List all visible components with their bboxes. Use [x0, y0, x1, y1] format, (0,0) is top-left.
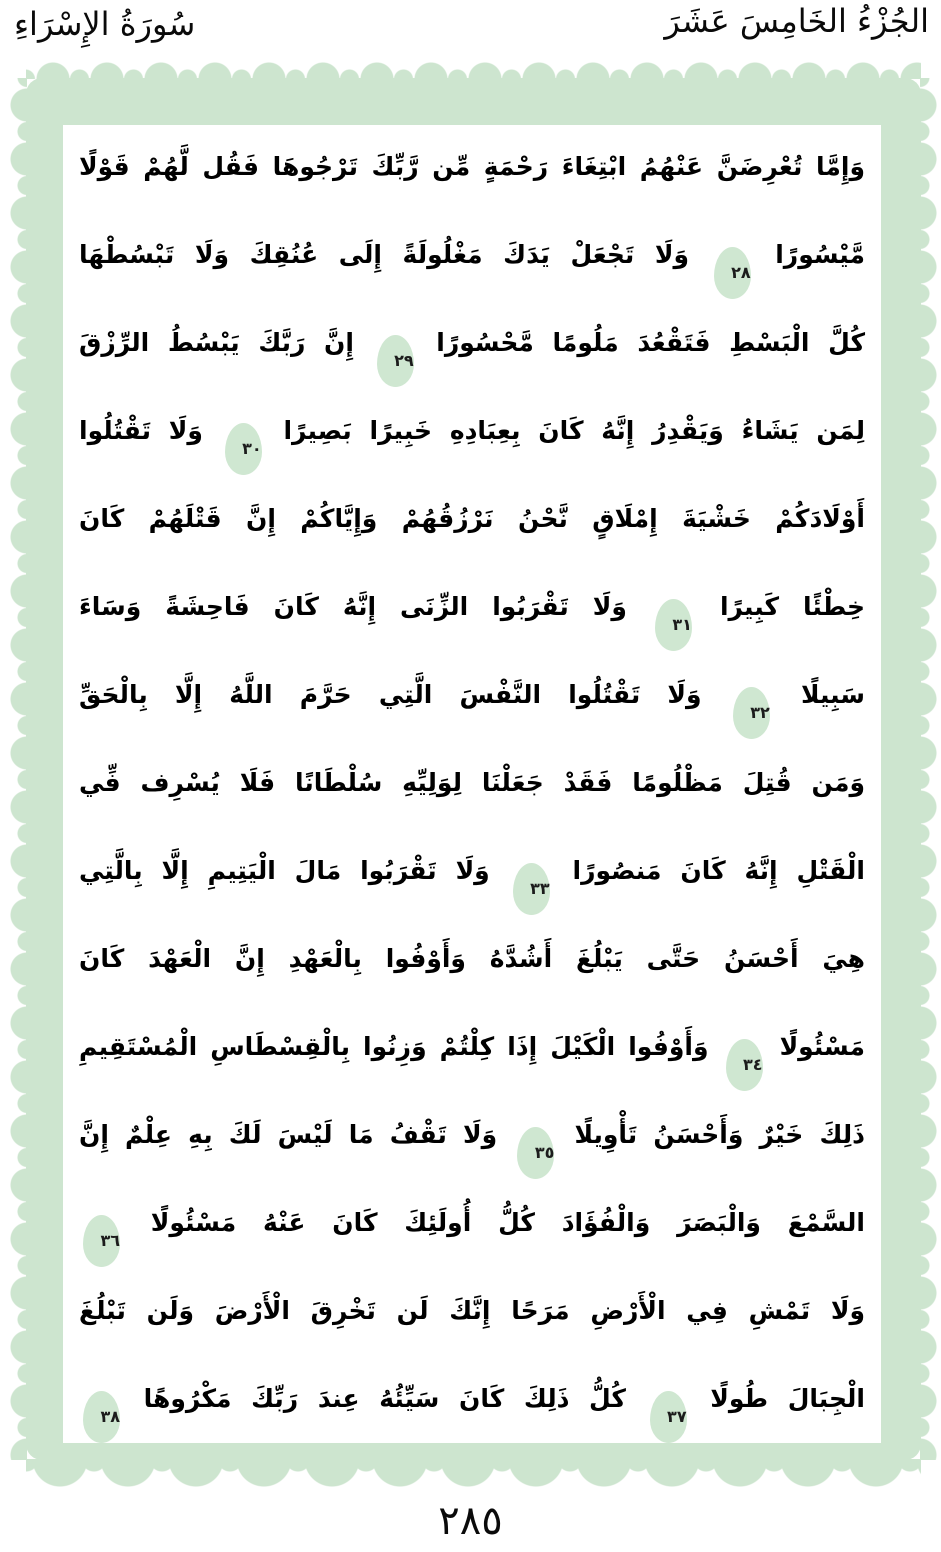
quran-line [79, 915, 865, 1003]
quran-line [79, 651, 865, 739]
quran-text-segment: الْقَتْلِ إِنَّهُ كَانَ مَنصُورًا [572, 856, 865, 885]
verse-number-marker: ٣٧ [650, 1391, 687, 1443]
verse-number-marker: ٣٠ [225, 423, 262, 475]
verse-number-marker: ٣٢ [733, 687, 770, 739]
page-number: ٢٨٥ [438, 1498, 503, 1544]
quran-text-segment: وَلَا تَمْشِ فِي الْأَرْضِ مَرَحًا إِنَّكَ لَن تَخْرِقَ الْأَرْضَ وَلَن تَبْلُغَ [79, 1296, 865, 1325]
quran-line [79, 827, 865, 915]
quran-line [79, 563, 865, 651]
quran-text-segment: وَلَا تَجْعَلْ يَدَكَ مَغْلُولَةً إِلَى عُنُقِكَ وَلَا تَبْسُطْهَا [79, 240, 690, 269]
verse-number-marker: ٣٤ [726, 1039, 763, 1091]
quran-line [79, 1355, 865, 1443]
verse-number-marker: ٢٨ [714, 247, 751, 299]
verse-number-marker: ٣١ [655, 599, 692, 651]
quran-line [79, 299, 865, 387]
quran-text-segment: وَلَا تَقْرَبُوا مَالَ الْيَتِيمِ إِلَّا بِالَّتِي [79, 856, 490, 885]
quran-text-segment: وَلَا تَقْفُ مَا لَيْسَ لَكَ بِهِ عِلْمٌ إِنَّ [79, 1120, 498, 1149]
quran-text-segment: ذَلِكَ خَيْرٌ وَأَحْسَنُ تَأْوِيلًا [574, 1120, 865, 1149]
quran-line [79, 387, 865, 475]
quran-text-segment: الْجِبَالَ طُولًا [710, 1384, 865, 1413]
verse-number-marker: ٣٥ [517, 1127, 554, 1179]
verse-number-marker: ٢٩ [377, 335, 414, 387]
border-scallop-right [920, 78, 941, 1460]
border-scallop-bottom [26, 1459, 921, 1496]
quran-text-segment: وَلَا تَقْتُلُوا النَّفْسَ الَّتِي حَرَّمَ اللَّهُ إِلَّا بِالْحَقِّ [79, 680, 702, 709]
quran-text-area [63, 123, 881, 1443]
quran-text-segment: مَسْئُولًا [779, 1032, 865, 1061]
quran-text-segment: هِيَ أَحْسَنُ حَتَّى يَبْلُغَ أَشُدَّهُ وَأَوْفُوا بِالْعَهْدِ إِنَّ الْعَهْدَ كَانَ [79, 944, 865, 973]
quran-line [79, 1003, 865, 1091]
quran-text-segment: مَّيْسُورًا [775, 240, 865, 269]
quran-text-segment: وَمَن قُتِلَ مَظْلُومًا فَقَدْ جَعَلْنَا لِوَلِيِّهِ سُلْطَانًا فَلَا يُسْرِف فِّي [79, 768, 865, 797]
verse-number-marker: ٣٨ [83, 1391, 120, 1443]
quran-line [79, 1091, 865, 1179]
verse-number-marker: ٣٦ [83, 1215, 120, 1267]
juz-header: الجُزْءُ الخَامِسَ عَشَرَ [664, 2, 929, 40]
quran-text-segment: إِنَّ رَبَّكَ يَبْسُطُ الرِّزْقَ [79, 328, 354, 357]
quran-text-segment: كُلُّ ذَلِكَ كَانَ سَيِّئُهُ عِندَ رَبِّكَ مَكْرُوهًا [143, 1384, 626, 1413]
quran-text-segment: وَأَوْفُوا الْكَيْلَ إِذَا كِلْتُمْ وَزِنُوا بِالْقِسْطَاسِ الْمُسْتَقِيمِ [79, 1032, 709, 1061]
quran-text-segment: خِطْئًا كَبِيرًا [719, 592, 865, 621]
quran-text-segment: وَإِمَّا تُعْرِضَنَّ عَنْهُمُ ابْتِغَاءَ رَحْمَةٍ مِّن رَّبِّكَ تَرْجُوهَا فَقُل لَّهُمْ قَوْلًا [79, 152, 865, 181]
quran-text-segment: كُلَّ الْبَسْطِ فَتَقْعُدَ مَلُومًا مَّحْسُورًا [436, 328, 865, 357]
quran-line [79, 475, 865, 563]
border-scallop-top [26, 56, 921, 79]
quran-line [79, 739, 865, 827]
quran-text-segment: أَوْلَادَكُمْ خَشْيَةَ إِمْلَاقٍ نَّحْنُ نَرْزُقُهُمْ وَإِيَّاكُمْ إِنَّ قَتْلَهُمْ كَانَ [79, 504, 865, 533]
verse-number-marker: ٣٣ [513, 863, 550, 915]
quran-line [79, 123, 865, 211]
surah-header: سُورَةُ الإِسْرَاءِ [14, 5, 196, 43]
quran-line [79, 1267, 865, 1355]
border-scallop-left [4, 78, 27, 1460]
quran-text-segment: لِمَن يَشَاءُ وَيَقْدِرُ إِنَّهُ كَانَ بِعِبَادِهِ خَبِيرًا بَصِيرًا [283, 416, 865, 445]
quran-text-segment: وَلَا تَقْرَبُوا الزِّنَى إِنَّهُ كَانَ فَاحِشَةً وَسَاءَ [79, 592, 627, 621]
quran-text-segment: وَلَا تَقْتُلُوا [79, 416, 203, 445]
quran-text-segment: السَّمْعَ وَالْبَصَرَ وَالْفُؤَادَ كُلُّ أُولَئِكَ كَانَ عَنْهُ مَسْئُولًا [150, 1208, 865, 1237]
quran-line [79, 211, 865, 299]
quran-text-segment: سَبِيلًا [801, 680, 865, 709]
quran-line [79, 1179, 865, 1267]
